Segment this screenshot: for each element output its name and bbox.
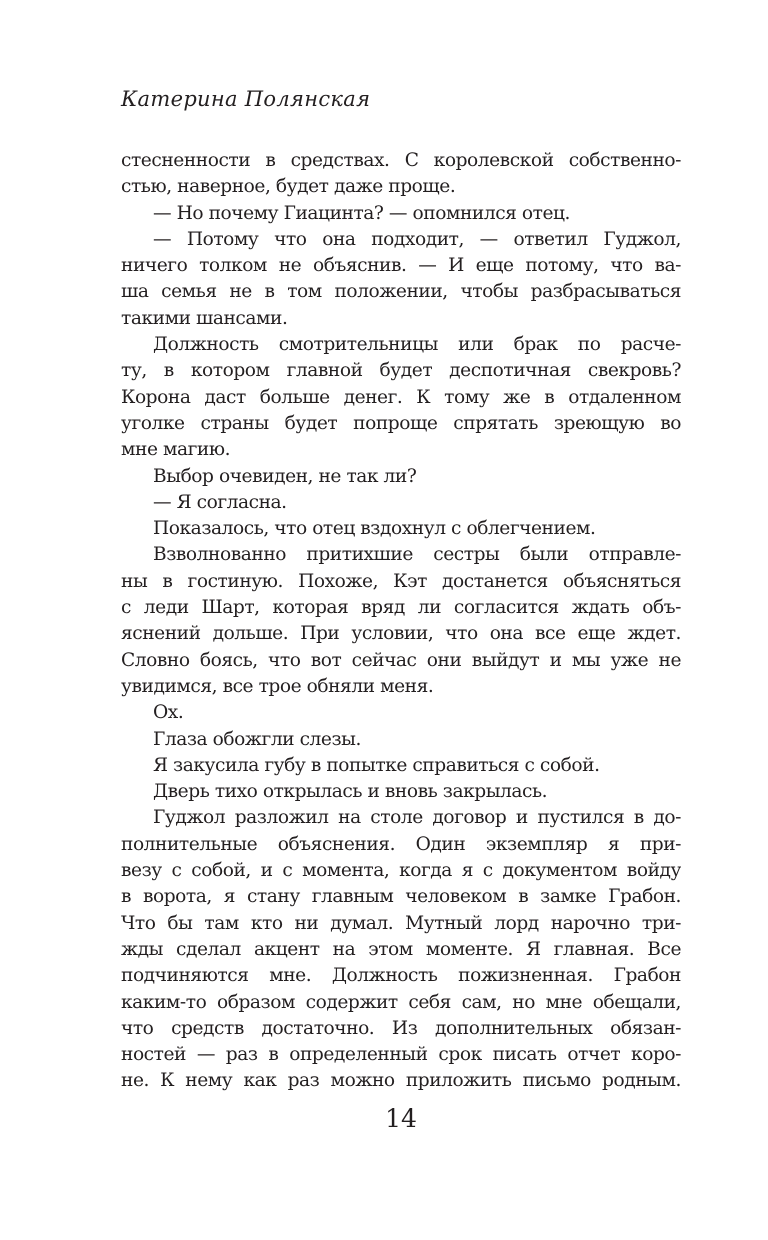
text-line: — Потому что она подходит, — ответил Гуджол,: [153, 228, 681, 250]
text-line: Я закусила губу в попытке справиться с собой.: [153, 754, 600, 776]
text-line: Ох.: [153, 702, 184, 724]
running-head-author: Катерина Полянская: [121, 87, 371, 111]
text-line: — Но почему Гиацинта? — опомнился отец.: [153, 202, 571, 224]
text-line: Что бы там кто ни думал. Мутный лорд нарочно три-: [121, 912, 681, 934]
text-line: Корона даст больше денег. К тому же в отдаленном: [121, 386, 681, 408]
text-line: стью, наверное, будет даже проще.: [121, 176, 456, 198]
text-line: ностей — раз в определенный срок писать отчет коро-: [121, 1044, 681, 1066]
text-line: Дверь тихо открылась и вновь закрылась.: [153, 781, 548, 803]
text-line: — Я согласна.: [153, 491, 287, 513]
text-line: Выбор очевиден, не так ли?: [153, 465, 417, 487]
text-line: каким-то образом содержит себя сам, но мне обещали,: [121, 991, 681, 1013]
text-line: в ворота, я стану главным человеком в замке Грабон.: [121, 886, 681, 908]
text-line: такими шансами.: [121, 307, 288, 329]
text-line: Словно боясь, что вот сейчас они выйдут и мы уже не: [121, 649, 681, 671]
text-line: подчиняются мне. Должность пожизненная. Грабон: [121, 965, 681, 987]
text-line: ны в гостиную. Похоже, Кэт достанется объясняться: [121, 570, 681, 592]
text-line: Должность смотрительницы или брак по расче-: [153, 334, 681, 356]
text-line: с леди Шарт, которая вряд ли согласится ждать объ-: [121, 597, 681, 619]
text-line: везу с собой, и с момента, когда я с документом войду: [121, 860, 681, 882]
text-line: жды сделал акцент на этом моменте. Я главная. Все: [121, 938, 681, 960]
body-text: [121, 148, 681, 1095]
page-number: 14: [385, 1104, 417, 1133]
text-line: яснений дольше. При условии, что она все еще ждет.: [121, 623, 681, 645]
text-line: что средств достаточно. Из дополнительных обязан-: [121, 1017, 681, 1039]
text-line: Гуджол разложил на столе договор и пустился в до-: [153, 807, 681, 829]
text-line: ничего толком не объяснив. — И еще потому, что ва-: [121, 255, 681, 277]
text-line: Показалось, что отец вздохнул с облегчением.: [153, 518, 596, 540]
text-line: мне магию.: [121, 439, 231, 461]
text-line: полнительные объяснения. Один экземпляр я при-: [121, 833, 681, 855]
text-line: стесненности в средствах. С королевской собственно-: [121, 150, 681, 171]
text-line: увидимся, все трое обняли меня.: [121, 675, 434, 697]
text-line: ша семья не в том положении, чтобы разбрасываться: [121, 281, 681, 303]
text-line: уголке страны будет попроще спрятать зреющую во: [121, 412, 681, 434]
text-line: не. К нему как раз можно приложить письмо родным.: [121, 1070, 681, 1092]
text-line: Взволнованно притихшие сестры были отправле-: [153, 544, 681, 566]
text-line: ту, в котором главной будет деспотичная свекровь?: [121, 360, 681, 382]
text-line: Глаза обожгли слезы.: [153, 728, 361, 750]
